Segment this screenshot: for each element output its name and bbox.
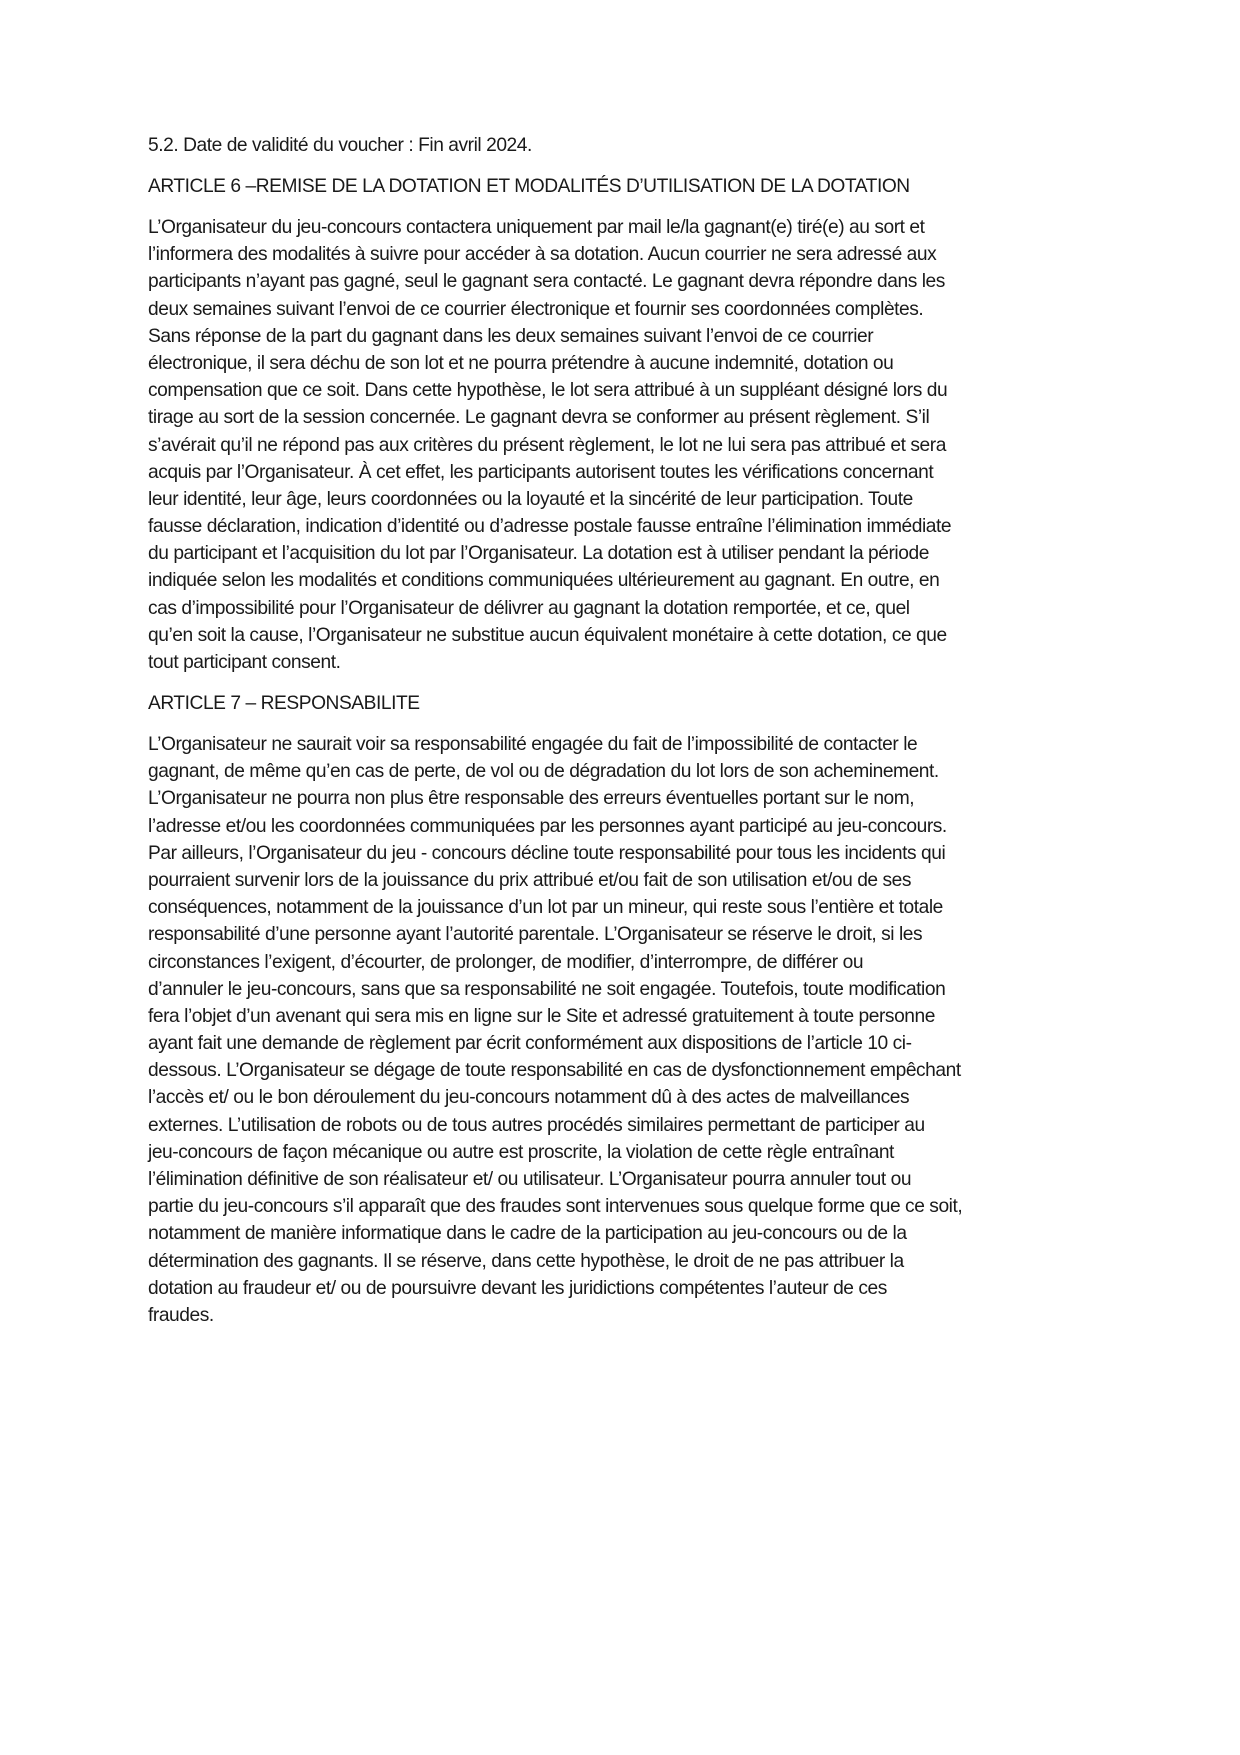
paragraph-line: électronique, il sera déchu de son lot et ne pourra prétendre à aucune indemnité, dotation ou [148, 352, 894, 374]
article-6-title: ARTICLE 6 –REMISE DE LA DOTATION ET MODALITÉS D’UTILISATION DE LA DOTATION [148, 176, 910, 197]
paragraph-line: l’adresse et/ou les coordonnées communiquées par les personnes ayant participé au jeu-concours. [148, 815, 947, 837]
article-7-paragraph [148, 731, 1108, 1329]
paragraph-line: tout participant consent. [148, 652, 341, 673]
paragraph-line: dotation au fraudeur et/ ou de poursuivre devant les juridictions compétentes l’auteur de ces [148, 1277, 887, 1299]
paragraph-line: ayant fait une demande de règlement par écrit conformément aux dispositions de l’article 10 ci- [148, 1033, 912, 1055]
paragraph-line: conséquences, notamment de la jouissance d’un lot par un mineur, qui reste sous l’entière et totale [148, 897, 943, 919]
article-7-title: ARTICLE 7 – RESPONSABILITE [148, 693, 420, 714]
paragraph-line: tirage au sort de la session concernée. Le gagnant devra se conformer au présent règlement. S’il [148, 407, 930, 429]
paragraph-line: du participant et l’acquisition du lot par l’Organisateur. La dotation est à utiliser pendant la période [148, 543, 929, 565]
section-5-2 [148, 132, 1108, 159]
paragraph-line: L’Organisateur du jeu-concours contactera uniquement par mail le/la gagnant(e) tiré(e) au sort et [148, 217, 925, 238]
paragraph-line: l’informera des modalités à suivre pour accéder à sa dotation. Aucun courrier ne sera adressé aux [148, 244, 937, 266]
paragraph-line: fausse déclaration, indication d’identité ou d’adresse postale fausse entraîne l’élimination immédiate [148, 516, 952, 538]
paragraph-line: fera l’objet d’un avenant qui sera mis en ligne sur le Site et adressé gratuitement à toute personne [148, 1005, 935, 1027]
paragraph-line: s’avérait qu’il ne répond pas aux critères du présent règlement, le lot ne lui sera pas attribué et sera [148, 434, 946, 456]
paragraph-line: externes. L’utilisation de robots ou de tous autres procédés similaires permettant de participer au [148, 1114, 925, 1136]
paragraph-line: partie du jeu-concours s’il apparaît que des fraudes sont intervenues sous quelque forme que ce soit, [148, 1196, 963, 1218]
paragraph-line: responsabilité d’une personne ayant l’autorité parentale. L’Organisateur se réserve le droit, si les [148, 924, 923, 946]
paragraph-line: jeu-concours de façon mécanique ou autre est proscrite, la violation de cette règle entraînant [148, 1141, 894, 1163]
paragraph-line: l’accès et/ ou le bon déroulement du jeu-concours notamment dû à des actes de malveillances [148, 1087, 910, 1109]
paragraph-line: pourraient survenir lors de la jouissance du prix attribué et/ou fait de son utilisation et/ou de ses [148, 869, 912, 891]
paragraph-line: détermination des gagnants. Il se réserve, dans cette hypothèse, le droit de ne pas attribuer la [148, 1250, 904, 1272]
paragraph-line: dessous. L’Organisateur se dégage de toute responsabilité en cas de dysfonctionnement empêchant [148, 1060, 961, 1082]
paragraph-line: cas d’impossibilité pour l’Organisateur de délivrer au gagnant la dotation remportée, et ce, quel [148, 597, 910, 619]
paragraph-line: Sans réponse de la part du gagnant dans les deux semaines suivant l’envoi de ce courrier [148, 325, 874, 347]
paragraph-line: compensation que ce soit. Dans cette hypothèse, le lot sera attribué à un suppléant désigné lors du [148, 380, 948, 402]
article-6-heading [148, 173, 1108, 200]
paragraph-line: indiquée selon les modalités et conditions communiquées ultérieurement au gagnant. En outre, en [148, 570, 940, 592]
paragraph-line: fraudes. [148, 1304, 214, 1326]
paragraph-line: L’Organisateur ne saurait voir sa responsabilité engagée du fait de l’impossibilité de contacter le [148, 734, 918, 755]
paragraph-line: Par ailleurs, l’Organisateur du jeu - concours décline toute responsabilité pour tous les incidents qui [148, 842, 946, 864]
article-7-heading [148, 690, 1108, 717]
paragraph-line: deux semaines suivant l’envoi de ce courrier électronique et fournir ses coordonnées complètes. [148, 298, 924, 320]
section-5-2-text: 5.2. Date de validité du voucher : Fin avril 2024. [148, 135, 532, 156]
paragraph-line: acquis par l’Organisateur. À cet effet, les participants autorisent toutes les vérifications concernant [148, 461, 934, 483]
paragraph-line: gagnant, de même qu’en cas de perte, de vol ou de dégradation du lot lors de son acheminement. [148, 761, 939, 783]
paragraph-line: participants n’ayant pas gagné, seul le gagnant sera contacté. Le gagnant devra répondre dans les [148, 271, 945, 293]
paragraph-line: d’annuler le jeu-concours, sans que sa responsabilité ne soit engagée. Toutefois, toute modification [148, 978, 946, 1000]
paragraph-line: L’Organisateur ne pourra non plus être responsable des erreurs éventuelles portant sur le nom, [148, 788, 915, 810]
paragraph-line: qu’en soit la cause, l’Organisateur ne substitue aucun équivalent monétaire à cette dotation, ce que [148, 624, 947, 646]
article-6-paragraph [148, 214, 1108, 676]
paragraph-line: l’élimination définitive de son réalisateur et/ ou utilisateur. L’Organisateur pourra annuler tout ou [148, 1169, 912, 1190]
paragraph-line: leur identité, leur âge, leurs coordonnées ou la loyauté et la sincérité de leur participation. Toute [148, 488, 913, 510]
paragraph-line: notamment de manière informatique dans le cadre de la participation au jeu-concours ou de la [148, 1223, 907, 1245]
paragraph-line: circonstances l’exigent, d’écourter, de prolonger, de modifier, d’interrompre, de différer ou [148, 951, 864, 973]
